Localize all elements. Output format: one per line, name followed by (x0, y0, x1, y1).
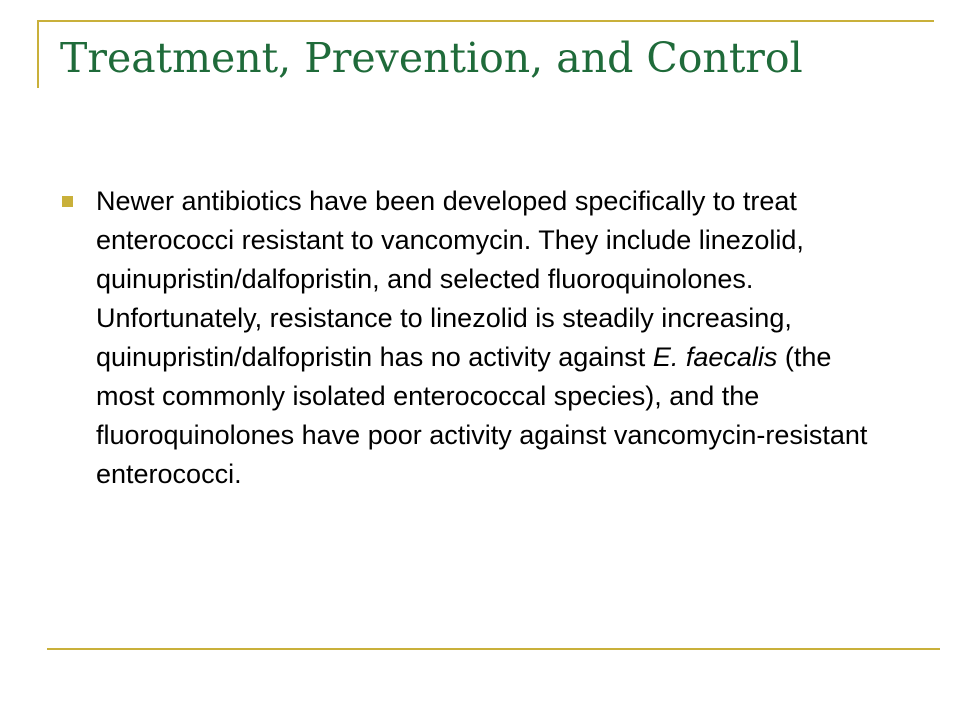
slide-title: Treatment, Prevention, and Control (60, 34, 803, 82)
bottom-rule (47, 648, 940, 650)
square-bullet-icon (62, 196, 73, 207)
top-rule (37, 20, 934, 22)
species-name: E. faecalis (652, 342, 778, 372)
bullet-text-part: (the most commonly isolated enterococcal species), and the fluoroquinolones have poor activity against vancomycin-resistant enterococci. (96, 342, 868, 489)
bullet-text-part: Newer antibiotics have been developed specifically to treat enterococci resistant to vancomycin. They include linezolid, quinupristin/dalfopristin, and selected fluoroquinolones. Unfortunately, resistance to linezolid is steadily increasing, quinupristin/dalfopristin has no activity against (96, 186, 804, 372)
bullet-text (96, 186, 867, 489)
bullet-item (62, 182, 892, 494)
bullet-list (62, 182, 892, 494)
left-rule (37, 20, 39, 88)
